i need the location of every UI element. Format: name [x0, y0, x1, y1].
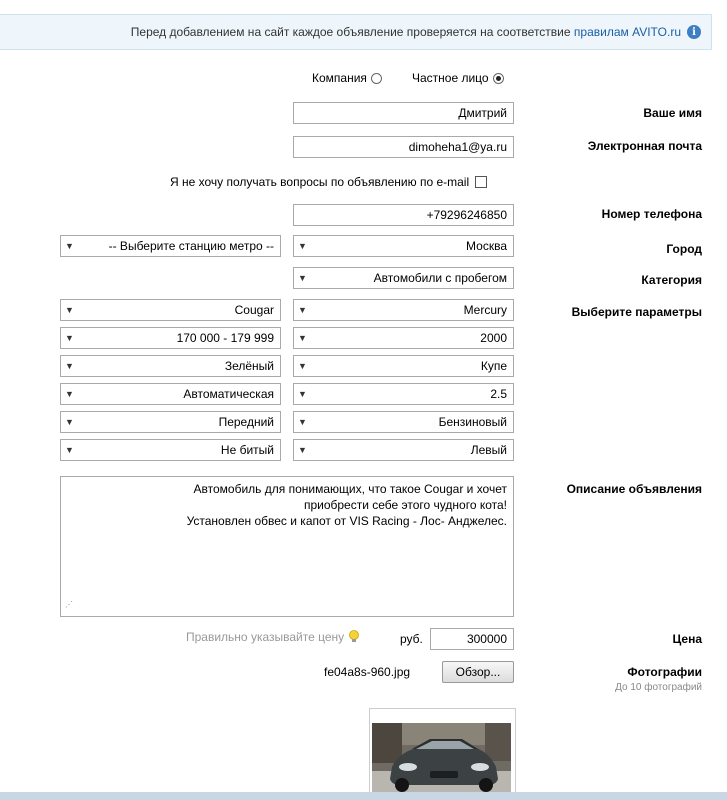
photo-filename: fe04a8s-960.jpg — [324, 665, 411, 679]
chevron-down-icon: ▼ — [65, 241, 74, 251]
param-fuel-select[interactable] — [293, 411, 514, 433]
page-bottom-edge — [0, 792, 727, 800]
currency-label: руб. — [400, 632, 423, 646]
param-value: Бензиновый — [438, 415, 507, 429]
chevron-down-icon: ▼ — [298, 305, 307, 315]
browse-button[interactable]: Обзор... — [442, 661, 514, 683]
name-label: Ваше имя — [643, 106, 702, 120]
radio-private-button[interactable] — [493, 73, 504, 84]
phone-input[interactable] — [293, 204, 514, 226]
param-value: Не битый — [220, 443, 274, 457]
param-value: Mercury — [463, 303, 507, 317]
description-line: Автомобиль для понимающих, что такое Cougar и хочет — [193, 482, 507, 496]
param-value: Купе — [480, 359, 507, 373]
photos-label: Фотографии — [627, 665, 702, 679]
category-value: Автомобили с пробегом — [373, 271, 507, 285]
radio-company-label: Компания — [312, 71, 367, 85]
param-condition-select[interactable] — [60, 439, 281, 461]
description-label: Описание объявления — [566, 482, 702, 496]
description-line: Установлен обвес и капот от VIS Racing - Лос- Анджелес. — [186, 514, 507, 528]
description-textarea[interactable] — [60, 476, 514, 617]
params-label: Выберите параметры — [571, 305, 702, 319]
chevron-down-icon: ▼ — [298, 389, 307, 399]
price-hint-text: Правильно указывайте цену — [186, 630, 345, 644]
photo-thumbnail[interactable] — [369, 708, 516, 798]
city-value: Москва — [466, 239, 507, 253]
param-value: Автоматическая — [183, 387, 274, 401]
no-questions-label: Я не хочу получать вопросы по объявлению по e-mail — [170, 175, 470, 189]
chevron-down-icon: ▼ — [65, 389, 74, 399]
chevron-down-icon: ▼ — [65, 445, 74, 455]
param-body-select[interactable] — [293, 355, 514, 377]
no-questions-checkbox[interactable] — [475, 176, 487, 188]
chevron-down-icon: ▼ — [65, 305, 74, 315]
city-select[interactable] — [293, 235, 514, 257]
price-hint — [186, 630, 360, 644]
param-model-select[interactable] — [60, 299, 281, 321]
param-value: Передний — [218, 415, 274, 429]
param-transmission-select[interactable] — [60, 383, 281, 405]
param-value: 170 000 - 179 999 — [176, 331, 274, 345]
radio-company[interactable] — [312, 71, 382, 85]
param-color-select[interactable] — [60, 355, 281, 377]
param-steering-select[interactable] — [293, 439, 514, 461]
chevron-down-icon: ▼ — [298, 445, 307, 455]
description-line: приобрести себе этого чудного кота! — [303, 498, 507, 512]
price-input[interactable] — [430, 628, 514, 650]
rules-link[interactable]: правилам AVITO.ru — [573, 25, 681, 39]
chevron-down-icon: ▼ — [65, 333, 74, 343]
moderation-banner — [0, 14, 712, 50]
metro-select[interactable] — [60, 235, 281, 257]
lightbulb-icon — [348, 630, 360, 644]
metro-value: -- Выберите станцию метро -- — [108, 239, 274, 253]
banner-text: Перед добавлением на сайт каждое объявление проверяется на соответствие — [130, 25, 571, 39]
chevron-down-icon: ▼ — [298, 273, 307, 283]
chevron-down-icon: ▼ — [298, 361, 307, 371]
chevron-down-icon: ▼ — [298, 333, 307, 343]
radio-private-label: Частное лицо — [412, 71, 489, 85]
car-photo — [370, 709, 513, 795]
param-value: 2000 — [480, 331, 507, 345]
param-year-select[interactable] — [293, 327, 514, 349]
city-label: Город — [666, 242, 702, 256]
category-select[interactable] — [293, 267, 514, 289]
radio-private[interactable] — [412, 71, 504, 85]
no-questions-option[interactable] — [170, 175, 487, 189]
price-label: Цена — [672, 632, 702, 646]
param-value: Левый — [470, 443, 507, 457]
resize-grip-icon[interactable]: ⋰ — [65, 600, 73, 609]
param-value: Зелёный — [224, 359, 274, 373]
photos-sublabel: До 10 фотографий — [615, 682, 702, 693]
param-make-select[interactable] — [293, 299, 514, 321]
chevron-down-icon: ▼ — [65, 417, 74, 427]
param-value: Cougar — [234, 303, 274, 317]
category-label: Категория — [641, 273, 702, 287]
param-engine-select[interactable] — [293, 383, 514, 405]
name-input[interactable] — [293, 102, 514, 124]
email-input[interactable] — [293, 136, 514, 158]
email-label: Электронная почта — [587, 139, 702, 153]
info-icon: i — [687, 25, 701, 39]
chevron-down-icon: ▼ — [298, 241, 307, 251]
phone-label: Номер телефона — [601, 207, 702, 221]
param-value: 2.5 — [490, 387, 507, 401]
param-mileage-select[interactable] — [60, 327, 281, 349]
chevron-down-icon: ▼ — [65, 361, 74, 371]
param-drive-select[interactable] — [60, 411, 281, 433]
chevron-down-icon: ▼ — [298, 417, 307, 427]
radio-company-button[interactable] — [371, 73, 382, 84]
